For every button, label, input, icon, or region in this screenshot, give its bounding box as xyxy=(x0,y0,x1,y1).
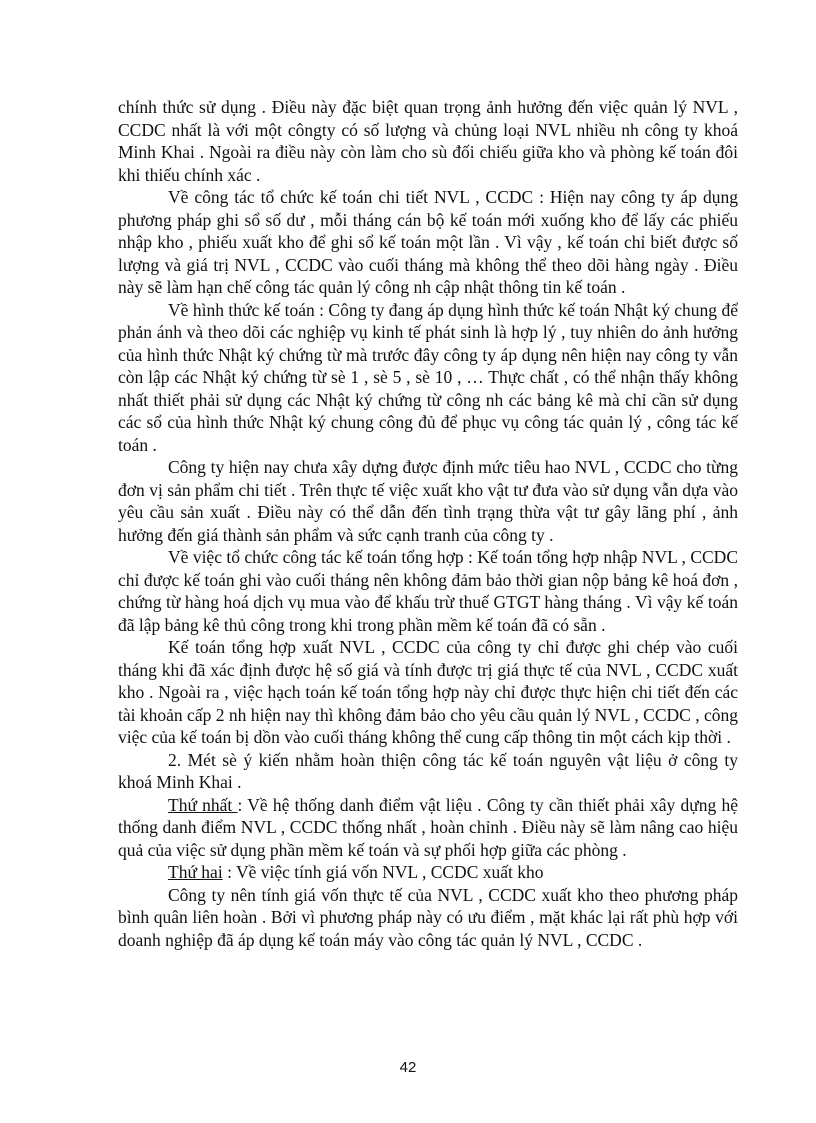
item-first xyxy=(118,794,738,862)
paragraph-consumption-norms: Công ty hiện nay chưa xây dựng được định mức tiêu hao NVL , CCDC cho từng đơn vị sản phẩm chi tiết . Trên thực tế việc xuất kho vật tư đưa vào sử dụng vẫn dựa vào yêu cầu sản xuất . Điều này có thể dẫn đến tình trạng thừa vật tư gây lãng phí , ảnh hưởng đến giá thành sản phẩm và sức cạnh tranh của công ty . xyxy=(118,457,738,545)
document-body xyxy=(118,96,738,951)
item-second-label: Thứ hai xyxy=(168,862,223,882)
item-first-text: : Về hệ thống danh điểm vật liệu . Công ty cần thiết phải xây dựng hệ thống danh điểm NVL , CCDC thống nhất , hoàn chỉnh . Điều này sẽ làm nâng cao hiệu quả của việc sử dụng phần mềm kế toán và sự phối hợp giữa các phòng . xyxy=(118,794,738,860)
paragraph-detail-accounting: Về công tác tổ chức kế toán chi tiết NVL , CCDC : Hiện nay công ty áp dụng phương pháp ghi sổ số dư , mỗi tháng cán bộ kế toán mới xuống kho để lấy các phiếu nhập kho , phiếu xuất kho để ghi sổ kế toán một lần . Vì vậy , kế toán chỉ biết được số lượng và giá trị NVL , CCDC vào cuối tháng mà không thể theo dõi hàng ngày . Điều này sẽ làm hạn chế công tác quản lý công nh cập nhật thông tin kế toán . xyxy=(118,187,738,297)
item-second xyxy=(118,861,738,884)
paragraph-export-accounting: Kế toán tổng hợp xuất NVL , CCDC của công ty chỉ được ghi chép vào cuối tháng khi đã xác định được hệ số giá và tính được trị giá thực tế của NVL , CCDC xuất kho . Ngoài ra , việc hạch toán kế toán tổng hợp này chỉ được thực hiện chi tiết đến các tài khoản cấp 2 nh hiện nay thì không đảm bảo cho yêu cầu quản lý NVL , CCDC , công việc của kế toán bị dồn vào cuối tháng không thể cung cấp thông tin một cách kịp thời . xyxy=(118,637,738,747)
paragraph-closing: Công ty nên tính giá vốn thực tế của NVL , CCDC xuất kho theo phương pháp bình quân liên hoàn . Bởi vì phương pháp này có ưu điểm , mặt khác lại rất phù hợp với doanh nghiệp đã áp dụng kế toán máy vào công tác quản lý NVL , CCDC . xyxy=(118,884,738,950)
page-number: 42 xyxy=(399,1059,417,1076)
item-second-text: : Về việc tính giá vốn NVL , CCDC xuất kho xyxy=(222,862,544,882)
paragraph-general-accounting: Về việc tổ chức công tác kế toán tổng hợp : Kế toán tổng hợp nhập NVL , CCDC chỉ được kế toán ghi vào cuối tháng nên không đảm bảo thời gian nộp bảng kê hoá đơn , chứng từ hàng hoá dịch vụ mua vào để khấu trừ thuế GTGT hàng tháng . Vì vậy kế toán đã lập bảng kê thủ công trong khi trong phần mềm kế toán đã có sẵn . xyxy=(118,547,738,635)
paragraph-accounting-form: Về hình thức kế toán : Công ty đang áp dụng hình thức kế toán Nhật ký chung để phản ánh và theo dõi các nghiệp vụ kinh tế phát sinh là hợp lý , tuy nhiên do ảnh hưởng của hình thức Nhật ký chứng từ mà trước đây công ty áp dụng nên hiện nay công ty vẫn còn lập các Nhật ký chứng từ sè 1 , sè 5 , sè 10 , … Thực chất , có thể nhận thấy không nhất thiết phải sử dụng các Nhật ký chứng từ công nh các bảng kê mà chỉ cần sử dụng các sổ của hình thức Nhật ký chung công đủ để phục vụ công tác quản lý , công tác kế toán . xyxy=(118,299,738,455)
section-heading-suggestions: 2. Mét sè ý kiến nhằm hoàn thiện công tác kế toán nguyên vật liệu ở công ty khoá Minh Khai . xyxy=(118,749,738,792)
paragraph-continuation: chính thức sử dụng . Điều này đặc biệt quan trọng ảnh hưởng đến việc quản lý NVL , CCDC nhất là với một côngty có số lượng và chủng loại NVL nhiều nh công ty khoá Minh Khai . Ngoài ra điều này còn làm cho sù đối chiếu giữa kho và phòng kế toán đôi khi thiếu chính xác . xyxy=(118,97,738,185)
item-first-label: Thứ nhất xyxy=(168,794,238,815)
